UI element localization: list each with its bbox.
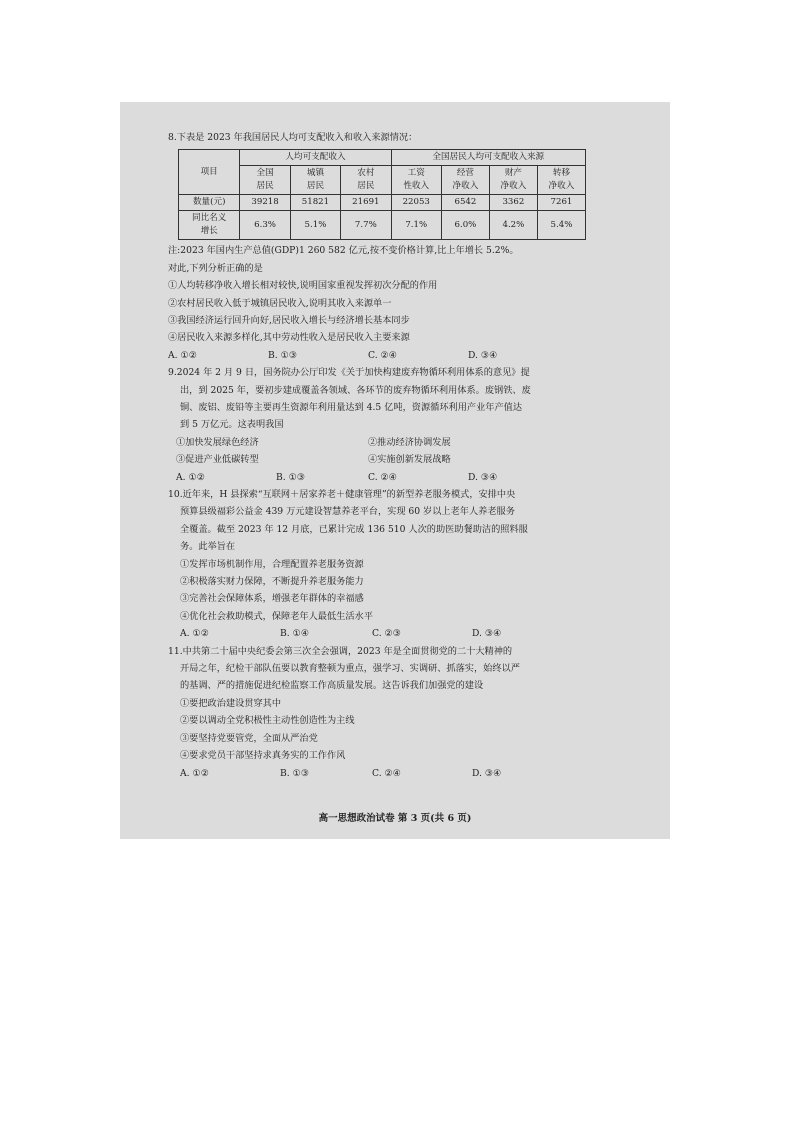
row1-cell-4: 6542: [441, 195, 489, 211]
row1-cell-1: 51821: [290, 195, 340, 211]
q8-option-c[interactable]: C. ②④: [368, 349, 398, 361]
table-group2-header: 全国居民人均可支配收入来源: [391, 150, 585, 166]
row2-cell-0: 6.3%: [240, 211, 290, 240]
q9-line4: 到 5 万亿元。这表明我国: [180, 419, 284, 431]
row2-cell-1: 5.1%: [290, 211, 340, 240]
q9-line1: 9.2024 年 2 月 9 日，国务院办公厅印发《关于加快构建废弃物循环利用体系的意见》提: [168, 367, 530, 379]
q10-option-c[interactable]: C. ②③: [372, 628, 402, 640]
q8-s3: ③我国经济运行回升向好,居民收入增长与经济增长基本同步: [168, 315, 410, 327]
q8-stem: 8.下表是 2023 年我国居民人均可支配收入和收入来源情况：: [168, 132, 418, 143]
col-header-6: 转移 净收入: [537, 166, 585, 195]
q11-s4: ④要求党员干部坚持求真务实的工作作风: [180, 750, 346, 762]
q9-option-b[interactable]: B. ①③: [276, 471, 306, 483]
q10-line4: 务。此举旨在: [180, 541, 236, 553]
q8-options: [168, 347, 638, 364]
col-header-2: 农村 居民: [341, 166, 391, 195]
q11-option-b[interactable]: B. ①③: [280, 767, 310, 779]
row2-cell-5: 4.2%: [489, 211, 537, 240]
q10-s4: ④优化社会救助模式，保障老年人最低生活水平: [180, 610, 373, 622]
table-col-headers: [179, 166, 586, 195]
q8-s1: ①人均转移净收入增长相对较快,说明国家重视发挥初次分配的作用: [168, 280, 438, 292]
q9-option-c[interactable]: C. ②④: [368, 471, 398, 483]
row1-cell-3: 22053: [391, 195, 441, 211]
table-row-amount: [179, 195, 586, 211]
row1-cell-0: 39218: [240, 195, 290, 211]
q11-s3: ③要坚持党要管党，全面从严治党: [180, 732, 318, 744]
table-row-growth: [179, 211, 586, 240]
q11-line3: 的基调、严的措施促进纪检监察工作高质量发展。这告诉我们加强党的建设: [180, 680, 484, 692]
q9-option-d[interactable]: D. ③④: [468, 471, 498, 483]
q10-option-d[interactable]: D. ③④: [472, 628, 502, 640]
q9-options: [168, 469, 638, 486]
row2-cell-4: 6.0%: [441, 211, 489, 240]
q11-line2: 开局之年，纪检干部队伍要以教育整顿为重点，强学习、实调研、抓落实，始终以严: [180, 663, 520, 675]
q9-line3: 铜、废铝、废铅等主要再生资源年利用量达到 4.5 亿吨，资源循环利用产业年产值达: [180, 402, 523, 414]
q10-option-a[interactable]: A. ①②: [180, 628, 209, 640]
q10-line1: 10.近年来，H 县探索“互联网＋居家养老＋健康管理”的新型养老服务模式，安排中央: [168, 489, 516, 501]
q8-option-b[interactable]: B. ①③: [268, 349, 298, 361]
q8-note2: 对此,下列分析正确的是: [168, 262, 263, 274]
q11-option-c[interactable]: C. ②④: [372, 767, 402, 779]
col-header-5: 财产 净收入: [489, 166, 537, 195]
q10-line3: 全覆盖。截至 2023 年 12 月底，已累计完成 136 510 人次的助医助餐助洁的照料服: [180, 523, 528, 535]
q9-option-a[interactable]: A. ①②: [176, 471, 205, 483]
q11-s2: ②要以调动全党积极性主动性创造性为主线: [180, 715, 355, 727]
q9-s2: ②推动经济协调发展: [368, 436, 451, 448]
page-footer: 高一思想政治试卷 第 3 页(共 6 页): [318, 813, 472, 824]
row2-cell-2: 7.7%: [341, 211, 391, 240]
table-item-header: 项目: [179, 150, 240, 195]
q9-s1: ①加快发展绿色经济: [176, 436, 259, 448]
row1-cell-2: 21691: [341, 195, 391, 211]
row1-cell-6: 7261: [537, 195, 585, 211]
table-group1-header: 人均可支配收入: [240, 150, 391, 166]
q8-option-d[interactable]: D. ③④: [468, 349, 498, 361]
q10-s1: ①发挥市场机制作用，合理配置养老服务资源: [180, 558, 364, 570]
q8-s2: ②农村居民收入低于城镇居民收入,说明其收入来源单一: [168, 297, 392, 309]
q11-line1: 11.中共第二十届中央纪委会第三次全会强调，2023 年是全面贯彻党的二十大精神的: [168, 645, 513, 657]
col-header-1: 城镇 居民: [290, 166, 340, 195]
q10-s3: ③完善社会保障体系，增强老年群体的幸福感: [180, 593, 364, 605]
q10-options: [168, 625, 638, 642]
q9-s3: ③促进产业低碳转型: [176, 454, 259, 466]
row1-cell-5: 3362: [489, 195, 537, 211]
q11-option-d[interactable]: D. ③④: [472, 767, 502, 779]
q11-s1: ①要把政治建设贯穿其中: [180, 697, 282, 709]
col-header-3: 工资 性收入: [391, 166, 441, 195]
row2-cell-3: 7.1%: [391, 211, 441, 240]
row1-label: 数量(元): [179, 195, 240, 211]
col-header-4: 经营 净收入: [441, 166, 489, 195]
exam-content: [168, 129, 638, 782]
q9-statements-row1: [168, 434, 638, 451]
row2-label: 同比名义 增长: [179, 211, 240, 240]
q9-statements-row2: [168, 451, 638, 468]
income-table: [178, 149, 586, 240]
q8-s4: ④居民收入来源多样化,其中劳动性收入是居民收入主要来源: [168, 332, 410, 344]
q9-s4: ④实施创新发展战略: [368, 454, 451, 466]
exam-page-photo: [120, 102, 670, 839]
col-header-0: 全国 居民: [240, 166, 290, 195]
q8-note1: 注:2023 年国内生产总值(GDP)1 260 582 亿元,按不变价格计算,比上年增长 5.2%。: [168, 245, 519, 257]
row2-cell-6: 5.4%: [537, 211, 585, 240]
q10-line2: 预算县级福彩公益金 439 万元建设智慧养老平台，实现 60 岁以上老年人养老服务: [180, 506, 515, 518]
q10-option-b[interactable]: B. ①④: [280, 628, 310, 640]
q10-s2: ②积极落实财力保障，不断提升养老服务能力: [180, 576, 364, 588]
q9-line2: 出，到 2025 年，要初步建成覆盖各领域、各环节的废弃物循环利用体系。废钢铁、废: [180, 384, 531, 396]
q8-option-a[interactable]: A. ①②: [168, 349, 197, 361]
q11-options: [168, 765, 638, 782]
q11-option-a[interactable]: A. ①②: [180, 767, 209, 779]
